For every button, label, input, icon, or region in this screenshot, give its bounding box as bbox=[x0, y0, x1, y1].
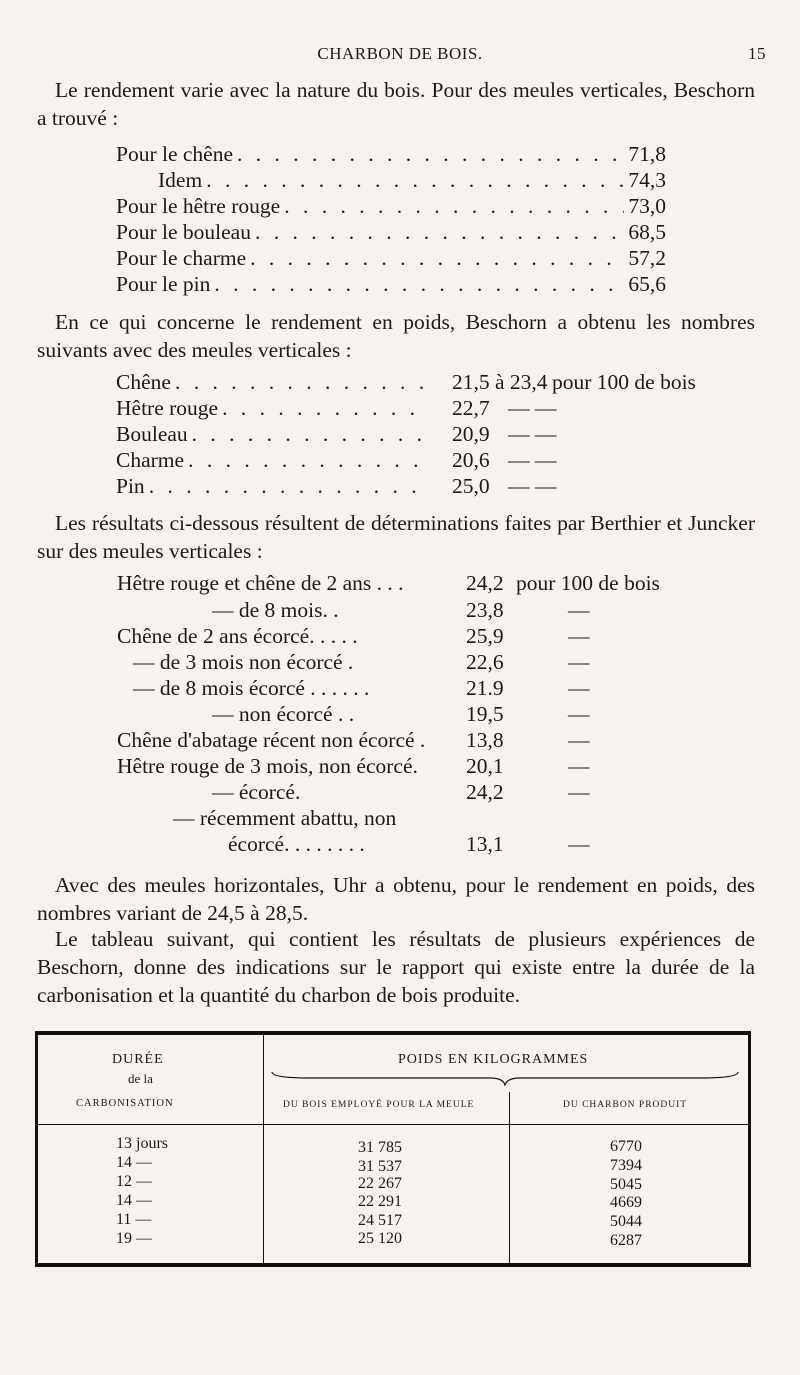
paragraph-text: Avec des meules horizontales, Uhr a obtenu, pour le rendement en poids, des nombres variant de 24,5 à 28,5. bbox=[37, 873, 755, 925]
cell-charbon: 6287 bbox=[610, 1232, 642, 1249]
list3-label: Chêne d'abatage récent non écorcé . bbox=[117, 728, 426, 752]
list1-row bbox=[116, 244, 666, 272]
list3-unit: — bbox=[568, 702, 590, 726]
cell-bois: 22 267 bbox=[358, 1175, 402, 1192]
running-head-title: CHARBON DE BOIS. bbox=[317, 44, 483, 63]
list2-unit: — — bbox=[508, 448, 557, 472]
list3-label: — de 8 mois écorcé . . . . . . bbox=[133, 676, 370, 700]
cell-charbon: 5044 bbox=[610, 1213, 642, 1230]
list1-label: Idem bbox=[158, 168, 203, 192]
list1-value: 68,5 bbox=[628, 220, 666, 244]
list3-value: 13,1 bbox=[466, 832, 504, 856]
list1-label: Pour le chêne bbox=[116, 142, 234, 166]
list3-unit: — bbox=[568, 832, 590, 856]
list1-row bbox=[116, 192, 666, 220]
list2-value: 25,0 bbox=[452, 474, 490, 498]
list3-unit: — bbox=[568, 650, 590, 674]
list3-value: 22,6 bbox=[466, 650, 504, 674]
list1-value: 73,0 bbox=[628, 194, 666, 218]
list1-value: 74,3 bbox=[628, 168, 666, 192]
list2-unit: — — bbox=[508, 422, 557, 446]
list2-row bbox=[116, 446, 434, 474]
list3-unit: — bbox=[568, 728, 590, 752]
cell-duree: 11 — bbox=[116, 1211, 152, 1228]
list2-value: 20,9 bbox=[452, 422, 490, 446]
cell-charbon: 7394 bbox=[610, 1157, 642, 1174]
list3-label: — écorcé. bbox=[212, 780, 301, 804]
paragraph-text: Les résultats ci-dessous résultent de déterminations faites par Berthier et Juncker sur des meules verticales : bbox=[37, 511, 755, 563]
list1-value: 57,2 bbox=[628, 246, 666, 270]
list2-row bbox=[116, 394, 434, 422]
paragraph-uhr bbox=[37, 871, 755, 927]
list3-value: 25,9 bbox=[466, 624, 504, 648]
list3-value: 19,5 bbox=[466, 702, 504, 726]
list3-value: 24,2 bbox=[466, 780, 504, 804]
paragraph-text: Le tableau suivant, qui contient les résultats de plusieurs expériences de Beschorn, donne des indications sur le rapport qui existe entre la durée de la carbonisation et la quantité du charbon de bois produite. bbox=[37, 927, 755, 1007]
table-divider bbox=[263, 1034, 264, 1263]
col-header-duree: DURÉE bbox=[112, 1052, 164, 1067]
list2-value: 20,6 bbox=[452, 448, 490, 472]
table-divider bbox=[509, 1092, 510, 1263]
list3-unit: — bbox=[568, 676, 590, 700]
list2-label: Pin bbox=[116, 474, 145, 498]
list3-label: — de 3 mois non écorcé . bbox=[133, 650, 354, 674]
list1-label: Pour le hêtre rouge bbox=[116, 194, 281, 218]
paragraph-text: Le rendement varie avec la nature du bois. Pour des meules verticales, Beschorn a trouvé : bbox=[37, 78, 755, 130]
list2-row bbox=[116, 472, 434, 500]
cell-duree: 14 — bbox=[116, 1192, 152, 1209]
list2-unit: — — bbox=[508, 396, 557, 420]
cell-bois: 25 120 bbox=[358, 1230, 402, 1247]
cell-bois: 31 537 bbox=[358, 1158, 402, 1175]
list1-row bbox=[116, 140, 666, 168]
list3-unit: pour 100 de bois bbox=[516, 571, 660, 595]
cell-duree: 19 — bbox=[116, 1230, 152, 1247]
cell-charbon: 5045 bbox=[610, 1176, 642, 1193]
list3-value: 23,8 bbox=[466, 598, 504, 622]
cell-bois: 22 291 bbox=[358, 1193, 402, 1210]
brace-icon bbox=[270, 1070, 740, 1086]
list3-unit: — bbox=[568, 624, 590, 648]
list2-label: Bouleau bbox=[116, 422, 188, 446]
list2-value: 22,7 bbox=[452, 396, 490, 420]
cell-duree: 12 — bbox=[116, 1173, 152, 1190]
col-header-de-la: de la bbox=[128, 1071, 153, 1086]
paragraph-rendement-poids bbox=[37, 308, 755, 364]
list3-label: écorcé. . . . . . . . bbox=[228, 832, 365, 856]
list3-value: 21.9 bbox=[466, 676, 504, 700]
paragraph-rendement-intro bbox=[37, 76, 755, 132]
cell-charbon: 6770 bbox=[610, 1138, 642, 1155]
list3-label: — récemment abattu, non bbox=[173, 806, 397, 830]
list3-label: Chêne de 2 ans écorcé. . . . . bbox=[117, 624, 358, 648]
cell-bois: 31 785 bbox=[358, 1139, 402, 1156]
list3-label: Hêtre rouge et chêne de 2 ans . . . bbox=[117, 571, 404, 595]
list1-label: Pour le bouleau bbox=[116, 220, 251, 244]
list1-row bbox=[158, 166, 666, 194]
list2-unit: — — bbox=[508, 474, 557, 498]
list1-value: 65,6 bbox=[628, 272, 666, 296]
list2-row bbox=[116, 368, 434, 396]
cell-duree: 14 — bbox=[116, 1154, 152, 1171]
list3-unit: — bbox=[568, 754, 590, 778]
list2-value: 21,5 à 23,4 bbox=[452, 370, 548, 394]
col-header-charbon: DU CHARBON PRODUIT bbox=[563, 1100, 688, 1110]
paragraph-text: En ce qui concerne le rendement en poids, Beschorn a obtenu les nombres suivants avec des meules verticales : bbox=[37, 310, 755, 362]
col-header-carbonisation: CARBONISATION bbox=[76, 1098, 174, 1109]
cell-charbon: 4669 bbox=[610, 1194, 642, 1211]
list3-unit: — bbox=[568, 780, 590, 804]
list3-value: 13,8 bbox=[466, 728, 504, 752]
group-header-poids: POIDS EN KILOGRAMMES bbox=[398, 1052, 589, 1067]
list2-row bbox=[116, 420, 434, 448]
list3-unit: — bbox=[568, 598, 590, 622]
cell-duree: 13 jours bbox=[116, 1135, 168, 1152]
list1-label: Pour le pin bbox=[116, 272, 211, 296]
list1-label: Pour le charme bbox=[116, 246, 247, 270]
page-number: 15 bbox=[748, 44, 766, 63]
list2-label: Chêne bbox=[116, 370, 171, 394]
list3-label: Hêtre rouge de 3 mois, non écorcé. bbox=[117, 754, 418, 778]
list3-label: — de 8 mois. . bbox=[212, 598, 339, 622]
cell-bois: 24 517 bbox=[358, 1212, 402, 1229]
list2-label: Charme bbox=[116, 448, 185, 472]
list1-row bbox=[116, 218, 666, 246]
list1-value: 71,8 bbox=[628, 142, 666, 166]
list2-unit: pour 100 de bois bbox=[552, 370, 696, 394]
paragraph-berthier-juncker bbox=[37, 509, 755, 565]
col-header-bois: DU BOIS EMPLOYÉ POUR LA MEULE bbox=[283, 1100, 475, 1110]
list3-value: 20,1 bbox=[466, 754, 504, 778]
list2-label: Hêtre rouge bbox=[116, 396, 219, 420]
list3-label: — non écorcé . . bbox=[212, 702, 355, 726]
paragraph-tableau bbox=[37, 925, 755, 1009]
list1-row bbox=[116, 270, 666, 298]
table-header-rule bbox=[38, 1124, 748, 1125]
list3-value: 24,2 bbox=[466, 571, 504, 595]
